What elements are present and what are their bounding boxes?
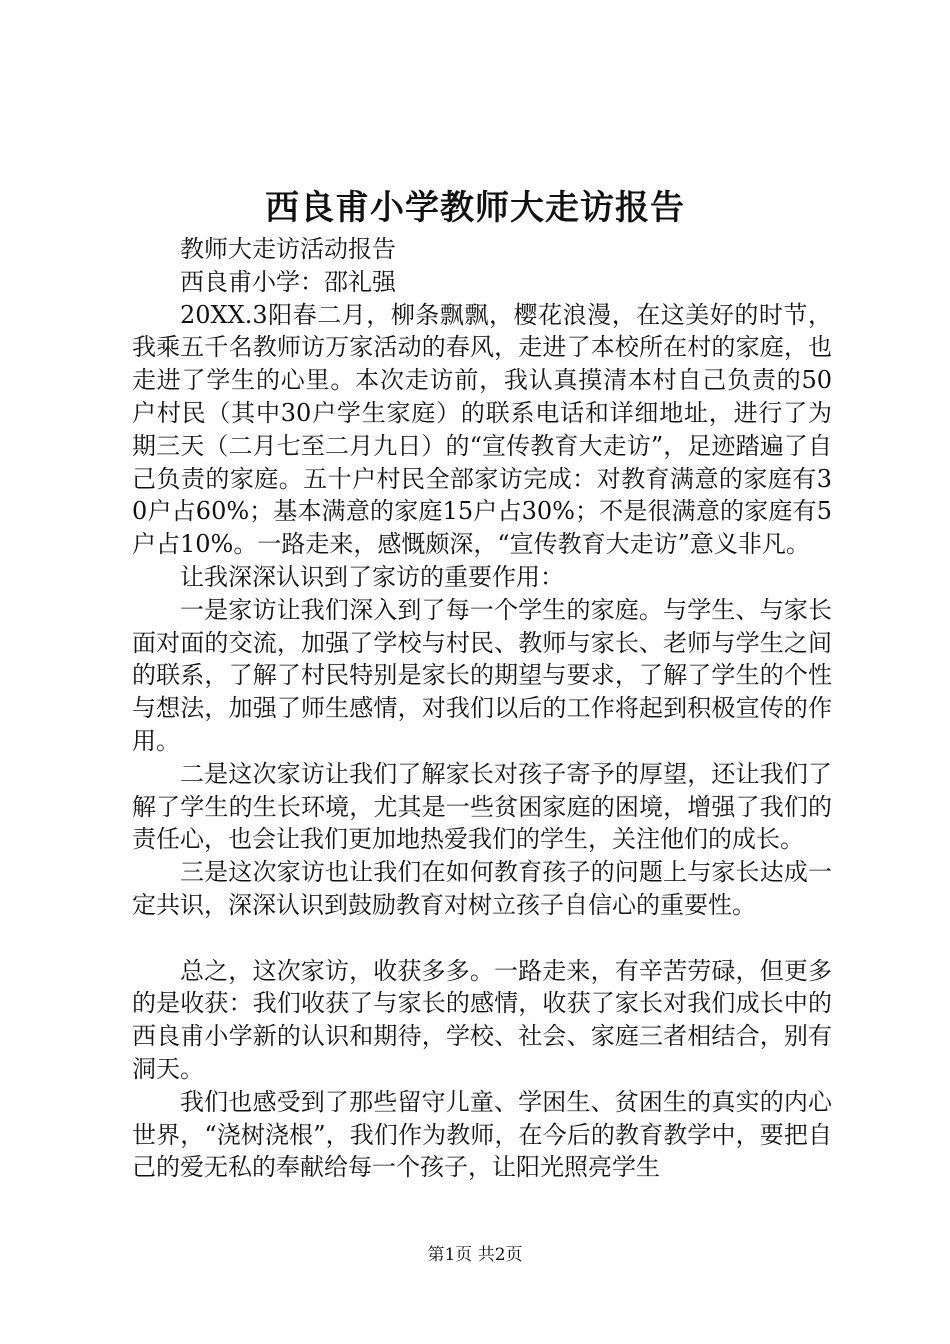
body-paragraph: 我们也感受到了那些留守儿童、学困生、贫困生的真实的内心世界，“浇树浇根”，我们作为教师，在今后的教育教学中，要把自己的爱无私的奉献给每一个孩子，让阳光照亮学生 [132,1087,832,1182]
author-line: 西良甫小学：邵礼强 [180,267,396,296]
blank-line [132,922,832,955]
body-paragraph: 20XX.3阳春二月，柳条飘飘，樱花浪漫，在这美好的时节，我乘五千名教师访万家活动的春风，走进了本校所在村的家庭，也走进了学生的心里。本次走访前，我认真摸清本村自己负责的50户村民（其中30户学生家庭）的联系电话和详细地址，进行了为期三天（二月七至二月九日）的“宣传教育大走访”，足迹踏遍了自己负责的家庭。五十户村民全部家访完成：对教育满意的家庭有30户占60%；基本满意的家庭15户占30%；不是很满意的家庭有5户占10%。一路走来，感慨颇深，“宣传教育大走访”意义非凡。 [132,300,832,559]
body-paragraph: 二是这次家访让我们了解家长对孩子寄予的厚望，还让我们了解了学生的生长环境，尤其是一些贫困家庭的困境，增强了我们的责任心，也会让我们更加地热爱我们的学生，关注他们的成长。 [132,759,832,854]
subtitle-line: 教师大走访活动报告 [180,235,396,263]
body-paragraph: 总之，这次家访，收获多多。一路走来，有辛苦劳碌，但更多的是收获：我们收获了与家长的感情，收获了家长对我们成长中的西良甫小学新的认识和期待，学校、社会、家庭三者相结合，别有洞天。 [132,956,832,1083]
page-number-footer: 第1页 共2页 [427,1245,523,1265]
document-title: 西良甫小学教师大走访报告 [265,188,685,228]
body-paragraph: 三是这次家访也让我们在如何教育孩子的问题上与家长达成一定共识，深深认识到鼓励教育对树立孩子自信心的重要性。 [132,858,832,919]
body-paragraph: 一是家访让我们深入到了每一个学生的家庭。与学生、与家长面对面的交流，加强了学校与村民、教师与家长、老师与学生之间的联系，了解了村民特别是家长的期望与要求，了解了学生的个性与想法，加强了师生感情，对我们以后的工作将起到积极宣传的作用。 [132,595,832,755]
document-body [132,233,832,1184]
body-paragraph: 让我深深认识到了家访的重要作用： [180,562,564,591]
